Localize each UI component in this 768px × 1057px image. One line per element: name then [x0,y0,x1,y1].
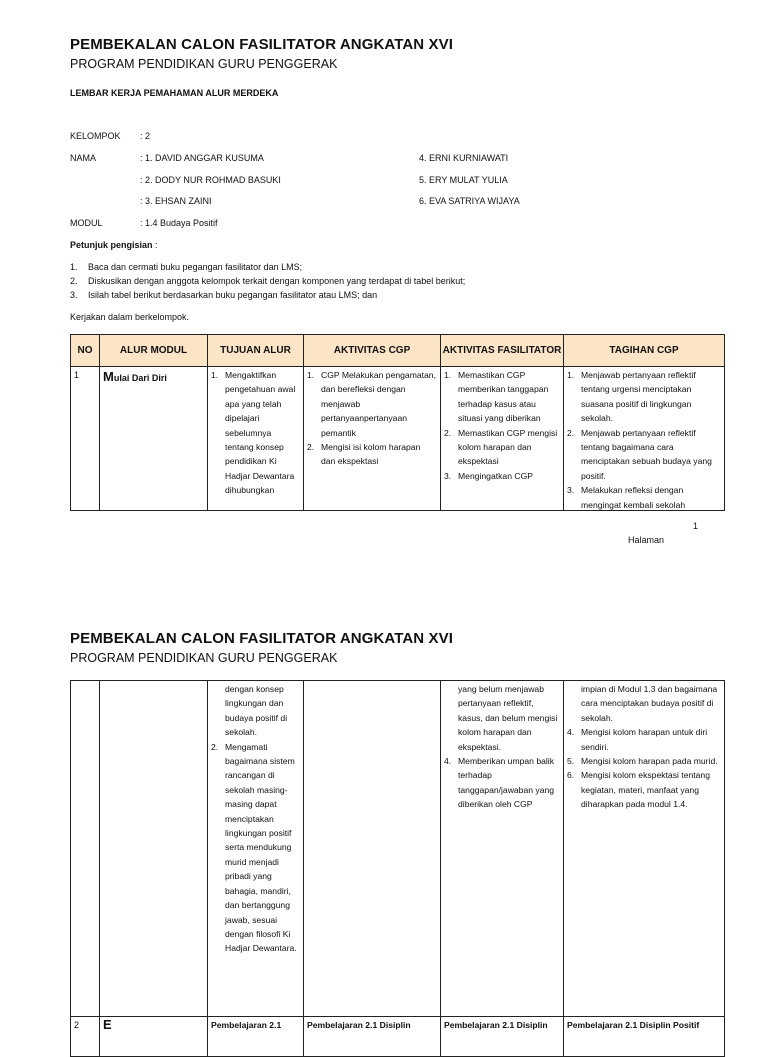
table-row-2 [71,1017,725,1057]
row2-tujuan-alur: Pembelajaran 2.1 [211,1020,282,1030]
list-item-text: Memastikan CGP mengisi kolom harapan dan ekspektasi [458,427,558,467]
list-item-text: Mengisi isi kolom harapan dan ekspektasi [321,442,421,467]
list-item-number: 2. [307,442,315,453]
member-3: : 3. EHSAN ZAINI [140,196,212,206]
kelompok-label: KELOMPOK [70,131,121,141]
list-item-number: 2. [444,427,452,438]
row-aktivitas-cgp [304,367,440,469]
aktivitas-fas-continued-text: yang belum menjawab pertanyaan reflektif, kasus, dan belum mengisi kolom harapan dan ekspektasi. [458,684,558,752]
instruction-3: Isilah tabel berikut berdasarkan buku pegangan fasilitator atau LMS; dan [88,290,378,300]
member-6: 6. EVA SATRIYA WIJAYA [419,196,520,206]
cont-aktivitas-fasilitator [441,681,563,812]
page-number: 1 [693,521,699,531]
row-alur-modul [100,367,207,385]
tujuan-list-2 [211,740,300,956]
row2-no: 2 [74,1020,80,1030]
list-item [307,368,437,440]
list-item-number: 1. [307,370,315,380]
list-item [444,469,560,483]
list-item-number: 4. [444,756,452,767]
instruction-note: Kerjakan dalam berkelompok. [70,312,190,322]
list-item [567,483,721,510]
list-item [567,368,721,426]
tagihan-list [567,368,721,511]
kelompok-value: : 2 [140,131,151,141]
alur-table [70,334,725,511]
list-item [567,754,721,768]
alur-table-continued [70,680,725,1057]
modul-value: : 1.4 Budaya Positif [140,218,218,228]
list-item [307,440,437,469]
list-item-text: Mengingatkan CGP [458,470,533,481]
row-aktivitas-fasilitator [441,367,563,510]
instruction-num-1: 1. [70,262,78,272]
header-no: NO [71,335,100,367]
list-item [567,768,721,811]
row2-alur-modul [100,1017,207,1033]
list-item [211,368,300,498]
nama-label: NAMA [70,153,97,163]
doc-title: LEMBAR KERJA PEMAHAMAN ALUR MERDEKA [70,88,279,98]
tagihan-list-2 [567,725,721,811]
member-2: : 2. DODY NUR ROHMAD BASUKI [140,175,281,185]
row2-alur-initial: E [103,1017,112,1032]
header-subtitle: PROGRAM PENDIDIKAN GURU PENGGERAK [70,57,338,71]
aktivitas-fas-list-2 [444,754,560,812]
modul-label: MODUL [70,218,103,228]
header-title-2: PEMBEKALAN CALON FASILITATOR ANGKATAN XVI [70,630,453,647]
list-item-number: 4. [567,727,575,738]
list-item-number: 1. [444,370,452,380]
instructions-label: Petunjuk pengisian [70,240,153,250]
list-item-number: 2. [567,427,575,438]
member-1: : 1. DAVID ANGGAR KUSUMA [140,153,264,163]
header-aktivitas-fasilitator: AKTIVITAS FASILITATOR [441,335,564,367]
list-item [444,426,560,469]
cont-tujuan-alur [208,681,303,956]
table-row [71,367,725,511]
alur-rest: ulai Dari Diri [113,373,167,383]
alur-initial: M [103,369,114,384]
list-item [444,754,560,812]
table-row-continued [71,681,725,1017]
page-label: Halaman [628,535,665,545]
list-item [211,740,300,956]
list-item-text: Menjawab pertanyaan reflektif tentang urgensi menciptakan suasana positif di lingkungan sekolah. [581,370,696,424]
list-item-text: Mengaktifkan pengetahuan awal apa yang telah dipelajari sebelumnya tentang konsep pendidikan Ki Hadjar Dewantara dihubungkan [225,370,296,496]
member-5: 5. ERY MULAT YULIA [419,175,508,185]
instructions-colon: : [152,240,158,250]
row2-aktivitas-fasilitator: Pembelajaran 2.1 Disiplin [444,1020,548,1030]
list-item-number: 2. [211,741,219,752]
tujuan-list [211,368,300,498]
row-no: 1 [74,370,80,380]
member-4: 4. ERNI KURNIAWATI [419,153,509,163]
row2-tagihan-cgp: Pembelajaran 2.1 Disiplin Positif [567,1020,700,1030]
aktivitas-cgp-list [307,368,437,469]
header-tujuan-alur: TUJUAN ALUR [208,335,304,367]
list-item-text: Mengamati bagaimana sistem rancangan di sekolah masing-masing dapat menciptakan lingkungan positif serta mendukung murid menjadi pribadi yang bahagia, mandiri, dan bertanggung jawab, sesuai dengan filosofi Ki Hadjar Dewantara. [225,741,297,954]
table-header-row [71,335,725,367]
aktivitas-fas-list [444,368,560,483]
list-item-number: 5. [567,756,575,767]
list-item-text: Memberikan umpan balik terhadap tanggapan/jawaban yang diberikan oleh CGP [458,756,555,810]
list-item-number: 6. [567,770,575,781]
list-item-number: 3. [567,485,575,496]
header-alur-modul: ALUR MODUL [100,335,208,367]
instruction-num-2: 2. [70,276,78,286]
list-item-text: Mengisi kolom harapan untuk diri sendiri. [581,727,708,752]
header-aktivitas-cgp: AKTIVITAS CGP [304,335,441,367]
row-tujuan-alur [208,367,303,510]
list-item-text: Mengisi kolom harapan pada murid. [581,756,718,767]
page-2 [0,590,768,1032]
list-item [567,725,721,754]
list-item-text: CGP Melakukan pengamatan, dan berefleksi dengan menjawab pertanyaanpertanyaan pemantik [321,370,436,438]
header-tagihan-cgp: TAGIHAN CGP [564,335,725,367]
list-item-number: 1. [567,370,575,380]
list-item-number: 3. [444,470,452,481]
list-item-number: 1. [211,370,219,380]
tagihan-continued-text: impian di Modul 1.3 dan bagaimana cara menciptakan budaya positif di sekolah. [581,684,718,723]
list-item-text: Melakukan refleksi dengan mengingat kembali sekolah [581,485,686,510]
row2-aktivitas-cgp: Pembelajaran 2.1 Disiplin [307,1020,411,1030]
instruction-2: Diskusikan dengan anggota kelompok terkait dengan komponen yang terdapat di tabel berikut; [88,276,466,286]
list-item-text: Memastikan CGP memberikan tanggapan terhadap kasus atau situasi yang diberikan [458,370,549,424]
row-tagihan-cgp [564,367,724,510]
header-subtitle-2: PROGRAM PENDIDIKAN GURU PENGGERAK [70,651,338,665]
instruction-1: Baca dan cermati buku pegangan fasilitator dan LMS; [88,262,303,272]
instructions-heading [70,240,158,250]
header-title: PEMBEKALAN CALON FASILITATOR ANGKATAN XVI [70,36,453,53]
list-item-text: Menjawab pertanyaan reflektif tentang bagaimana cara menciptakan sebuah budaya yang positif. [581,427,712,481]
tujuan-continued-text: dengan konsep lingkungan dan budaya positif di sekolah. [225,684,288,738]
list-item-text: Mengisi kolom ekspektasi tentang kegiatan, materi, manfaat yang diharapkan pada modul 1.4. [581,770,710,810]
instruction-num-3: 3. [70,290,78,300]
cont-tagihan-cgp [564,681,724,812]
list-item [444,368,560,426]
list-item [567,426,721,484]
